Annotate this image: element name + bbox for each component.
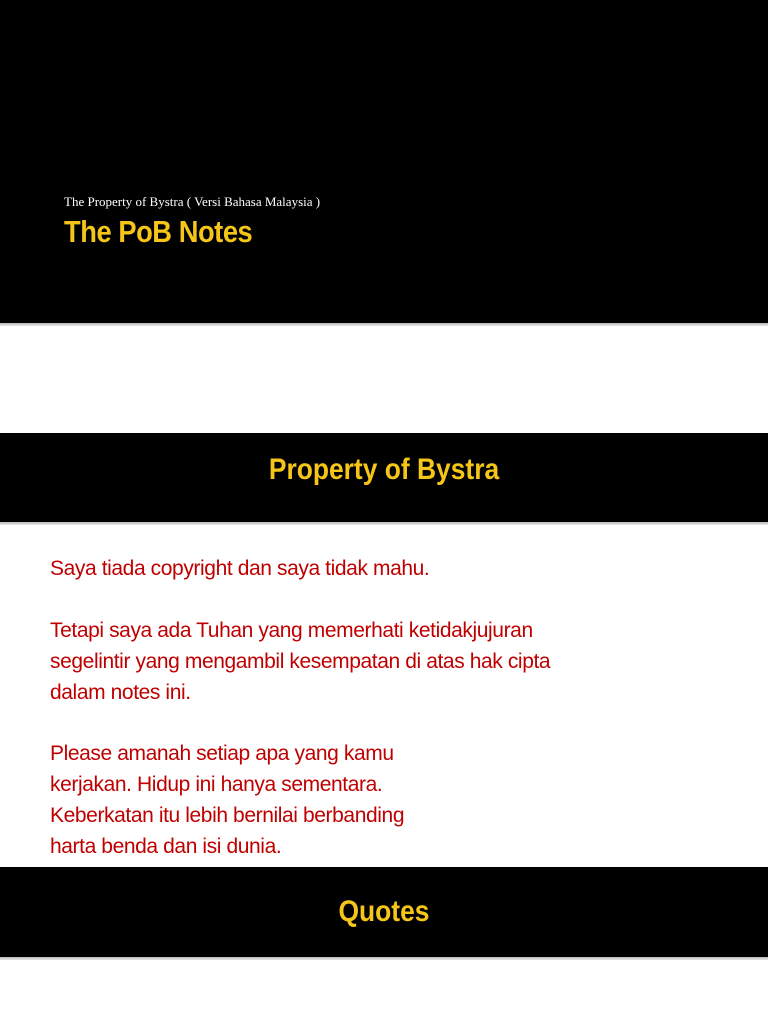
cover-slide-header xyxy=(0,0,768,323)
property-slide-header xyxy=(0,433,768,522)
cover-subtitle: The Property of Bystra ( Versi Bahasa Malaysia ) xyxy=(64,194,321,209)
quotes-slide-header xyxy=(0,867,768,957)
slide-divider xyxy=(0,957,768,960)
cover-title: The PoB Notes xyxy=(64,214,253,249)
property-paragraph-2: Tetapi saya ada Tuhan yang memerhati ketidakjujuran segelintir yang mengambil kesempatan di atas hak cipta dalam notes ini. xyxy=(50,619,551,704)
slide-divider xyxy=(0,522,768,525)
property-heading: Property of Bystra xyxy=(268,453,500,486)
quotes-heading: Quotes xyxy=(338,895,430,928)
property-paragraph-1: Saya tiada copyright dan saya tidak mahu. xyxy=(50,557,430,580)
property-paragraph-3: Please amanah setiap apa yang kamu kerjakan. Hidup ini hanya sementara. Keberkatan itu lebih bernilai berbanding harta benda dan isi dunia. xyxy=(50,742,405,858)
slide-divider xyxy=(0,323,768,326)
